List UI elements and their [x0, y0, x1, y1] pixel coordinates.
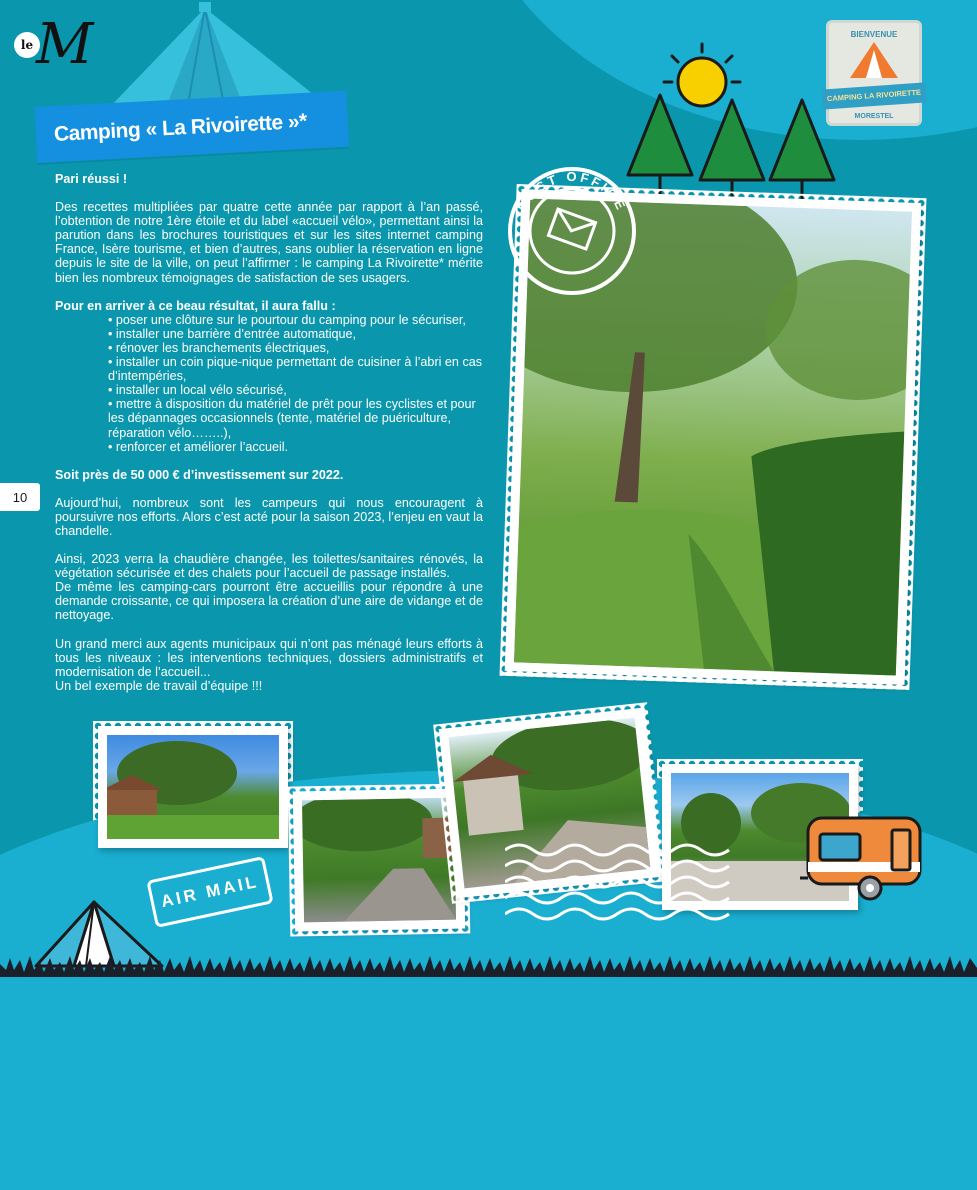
wavy-postmark-lines	[505, 840, 730, 922]
paragraph-aujourdhui: Aujourd’hui, nombreux sont les campeurs qui nous encouragent à poursuivre nos efforts. Alors c’est acté pour la saison 2023, l’enjeu en vaut la chandelle.	[55, 495, 483, 538]
trees-and-sun-illustration	[620, 40, 845, 210]
campsite-road-photo	[302, 798, 456, 923]
list-item: • installer une barrière d’entrée automatique,	[108, 326, 357, 341]
chalet-scene	[107, 735, 279, 839]
badge-bottom-text: MORESTEL	[854, 113, 894, 120]
tree-icon-3	[770, 100, 834, 205]
page-number: 10	[0, 483, 40, 511]
list-item: • installer un coin pique-nique permettant de cuisiner à l’abri en cas d’intempéries,	[108, 355, 483, 384]
paragraph-exemple: Un bel exemple de travail d’équipe !!!	[55, 678, 263, 693]
badge-tent-icon	[848, 40, 900, 80]
tree-icon-2	[700, 100, 764, 205]
work-list	[55, 313, 483, 454]
road-scene	[302, 798, 456, 923]
article	[55, 172, 483, 707]
badge-middle-text: CAMPING LA RIVOIRETTE	[826, 87, 922, 104]
svg-text:POST OFFICE	[515, 169, 630, 215]
list-item: • rénover les branchements électriques,	[108, 340, 330, 355]
airmail-text: AIR MAIL	[159, 871, 261, 912]
sun-icon	[664, 44, 740, 106]
magazine-logo	[14, 12, 94, 77]
paragraph-recettes: Des recettes multipliées par quatre cette année par rapport à l’an passé, l’obtention de notre 1ère étoile et du label «accueil vélo», permettant ainsi la parution dans les brochures touristiques et sur les sites internet camping France, Isère tourisme, et bien d’autres, sans oublier la réservation en ligne depuis le site de la ville, on peut l’affirmer : le camping La Rivoirette* mérite bien les nombreux témoignages de satisfaction de ses usagers.	[55, 200, 483, 285]
grass-border	[0, 950, 977, 977]
heading-pari-reussi: Pari réussi !	[55, 172, 128, 186]
logo-le: le	[14, 32, 40, 58]
paragraph-merci: Un grand merci aux agents municipaux qui n’ont pas ménagé leurs efforts à tous les niveaux : les interventions techniques, dossiers administratifs et modernisation de l’accueil...	[55, 636, 483, 679]
camper-icon	[800, 812, 930, 904]
envelope-icon	[548, 209, 595, 249]
paragraph-ainsi: Ainsi, 2023 verra la chaudière changée, les toilettes/sanitaires rénovés, la végétation sécurisée et des chalets pour l’accueil de passage installés.	[55, 552, 483, 581]
photo-stamp-2	[293, 789, 465, 932]
badge-top-text: BIENVENUE	[850, 30, 898, 39]
list-item: • mettre à disposition du matériel de prêt pour les cyclistes et pour les dépannages occasionnels (tente, matériel de puériculture, réparation vélo……..),	[108, 397, 476, 440]
list-item: • poser une clôture sur le pourtour du camping pour le sécuriser,	[108, 312, 466, 327]
chalet-photo	[107, 735, 279, 839]
postmark-text: POST OFFICE	[514, 168, 630, 215]
page-title: Camping « La Rivoirette »*	[53, 109, 308, 146]
postmark-stamp	[506, 165, 638, 297]
heading-beau-resultat: Pour en arriver à ce beau résultat, il aura fallu :	[55, 298, 336, 313]
logo-m: M	[36, 12, 94, 77]
welcome-badge	[826, 20, 922, 132]
paragraph-camping-cars: De même les camping-cars pourront être accueillis pour répondre à une demande croissante, ce qui imposera la création d’une aire de vidange et de nettoyage.	[55, 580, 483, 623]
photo-stamp-1	[98, 726, 288, 848]
list-item: • renforcer et améliorer l’accueil.	[108, 439, 289, 454]
list-item: • installer un local vélo sécurisé,	[108, 383, 287, 398]
heading-investissement: Soit près de 50 000 € d’investissement sur 2022.	[55, 467, 344, 482]
